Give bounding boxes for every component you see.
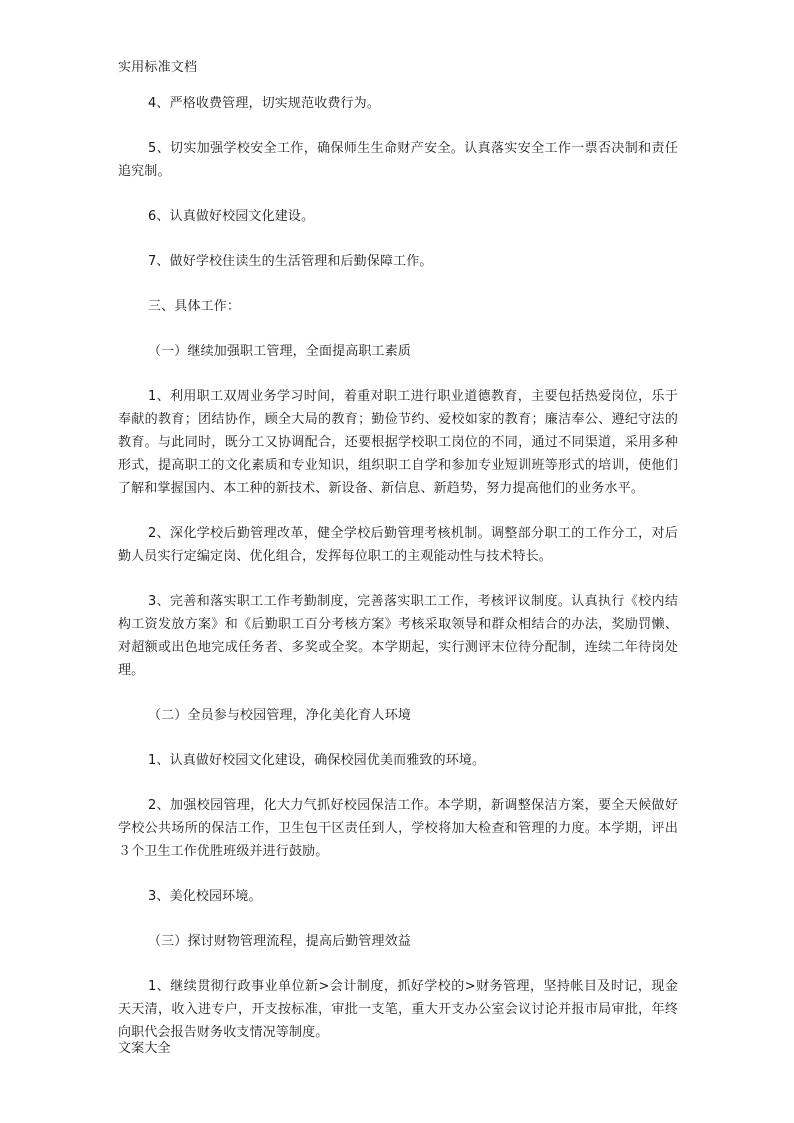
- paragraph-item-6: 6、认真做好校园文化建设。: [148, 209, 315, 224]
- paragraph-staff-training: 1、利用职工双周业务学习时间，着重对职工进行职业道德教育，主要包括热爱岗位，乐于奉献的教育；团结协作，顾全大局的教育；勤俭节约、爱校如家的教育；廉洁奉公、遵纪守法的教育。与此同时，既分工又协调配合，还要根据学校职工岗位的不同，通过不同渠道，采用多种形式，提高职工的文化素质和专业知识，组织职工自学和参加专业短训班等形式的培训，使他们了解和掌握国内、本工种的新技术、新设备、新信息、新趋势，努力提高他们的业务水平。: [118, 389, 678, 496]
- paragraph-finance: 1、继续贯彻行政事业单位新>会计制度，抓好学校的>财务管理，坚持帐目及时记，现金天天清，收入进专户，开支按标准，审批一支笔，重大开支办公室会议讨论并报市局审批，年终向职代会报告财务收支情况等制度。: [118, 979, 678, 1040]
- paragraph-item-4: 4、严格收费管理，切实规范收费行为。: [148, 96, 380, 111]
- section-heading-specific-work: 三、具体工作：: [148, 299, 241, 314]
- paragraph-reform: 2、深化学校后勤管理改革，健全学校后勤管理考核机制。调整部分职工的工作分工，对后勤人员实行定编定岗、优化组合，发挥每位职工的主观能动性与技术特长。: [118, 526, 678, 564]
- paragraph-item-7: 7、做好学校住读生的生活管理和后勤保障工作。: [148, 254, 433, 269]
- page-header: 实用标准文档: [118, 60, 198, 75]
- paragraph-item-5: 5、切实加强学校安全工作，确保师生生命财产安全。认真落实安全工作一票否决制和责任追究制。: [118, 141, 678, 179]
- document-body: [118, 92, 678, 1066]
- paragraph-beautify: 3、美化校园环境。: [148, 889, 262, 904]
- subsection-heading-3: （三）探讨财物管理流程，提高后勤管理效益: [148, 934, 412, 949]
- subsection-heading-2: （二）全员参与校园管理，净化美化育人环境: [148, 708, 412, 723]
- paragraph-attendance: 3、完善和落实职工工作考勤制度，完善落实职工工作，考核评议制度。认真执行《校内结构工资发放方案》和《后勤职工百分考核方案》考核采取领导和群众相结合的办法，奖励罚懒、对超额或出色地完成任务者、多奖或全奖。本学期起，实行测评末位待分配制，连续二年待岗处理。: [118, 594, 678, 678]
- paragraph-campus-management: 2、加强校园管理，化大力气抓好校园保洁工作。本学期，新调整保洁方案，要全天候做好学校公共场所的保洁工作，卫生包干区责任到人，学校将加大检查和管理的力度。本学期，评出３个卫生工作优胜班级并进行鼓励。: [118, 798, 678, 859]
- paragraph-campus-culture: 1、认真做好校园文化建设，确保校园优美而雅致的环境。: [148, 753, 486, 768]
- subsection-heading-1: （一）继续加强职工管理，全面提高职工素质: [148, 344, 412, 359]
- page-footer: 文案大全: [118, 1041, 171, 1056]
